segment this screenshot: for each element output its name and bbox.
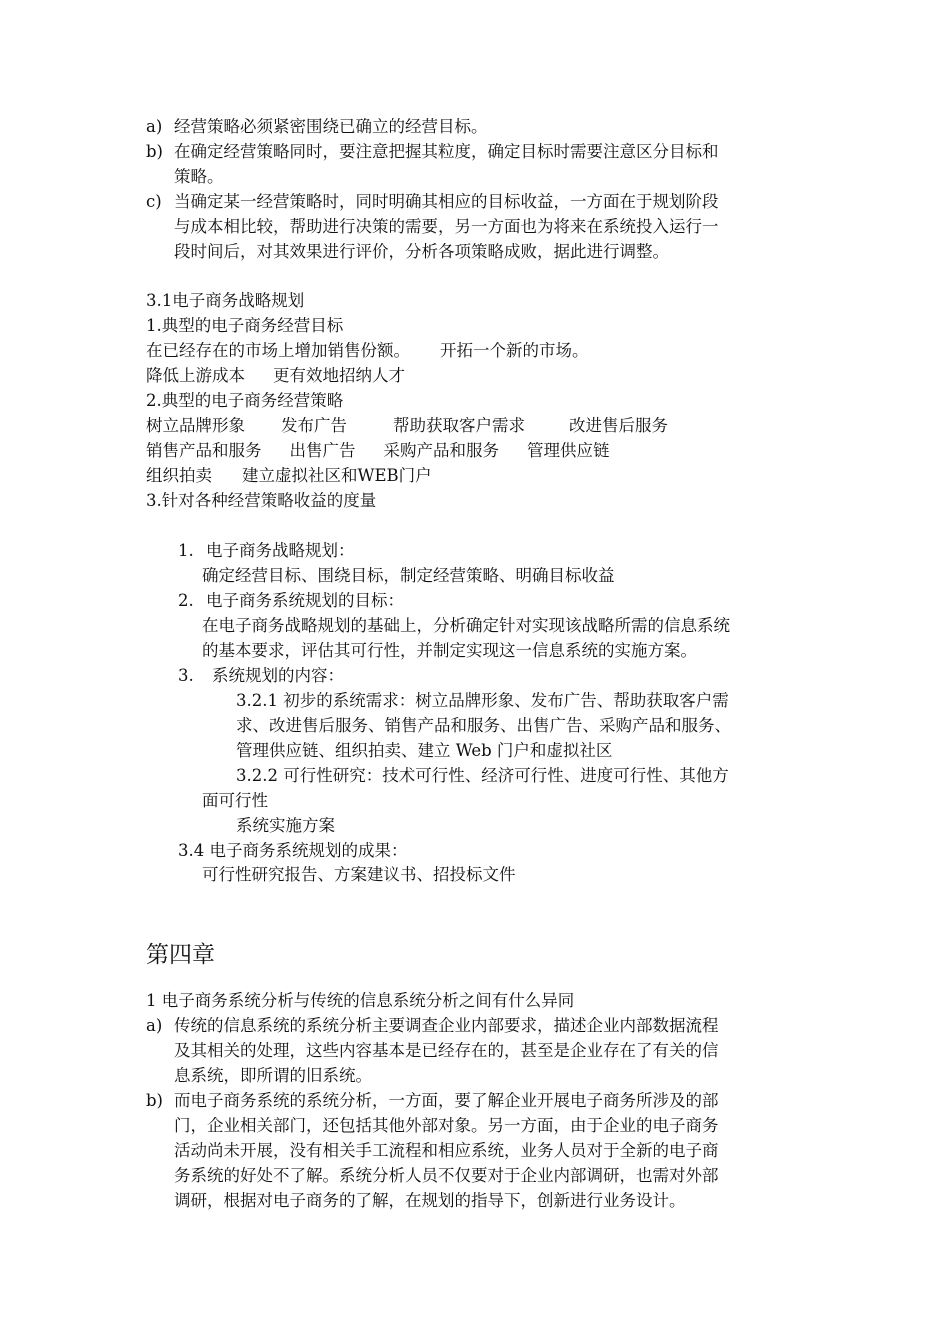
- numbered-marker-1: 1.: [178, 541, 194, 560]
- chapter-4-a-line-1: 传统的信息系统的系统分析主要调查企业内部要求，描述企业内部数据流程: [174, 1016, 719, 1035]
- goals-row-2: [146, 363, 405, 388]
- chapter-heading: 第四章: [146, 942, 215, 968]
- intro-b-line-1: 在确定经营策略同时，要注意把握其粒度，确定目标时需要注意区分目标和: [174, 142, 719, 161]
- goal-item: 开拓一个新的市场。: [440, 341, 589, 360]
- strategy-item: 组织拍卖: [146, 466, 212, 485]
- chapter-4-b-line-5: 调研，根据对电子商务的了解，在规划的指导下，创新进行业务设计。: [174, 1191, 686, 1210]
- strategy-item: 树立品牌形象: [146, 416, 245, 435]
- strategies-row-1: [146, 413, 668, 438]
- numbered-2-body-2: 的基本要求，评估其可行性，并制定实现这一信息系统的实施方案。: [202, 641, 697, 660]
- numbered-marker-3: 3.: [178, 666, 194, 685]
- strategy-item: 销售产品和服务: [146, 441, 262, 460]
- goal-item: 在已经存在的市场上增加销售份额。: [146, 341, 410, 360]
- numbered-2-title: 电子商务系统规划的目标：: [206, 591, 404, 610]
- intro-b-line-2: 策略。: [174, 167, 224, 186]
- measures-title: 3.针对各种经营策略收益的度量: [146, 491, 377, 510]
- implementation-plan: 系统实施方案: [236, 816, 335, 835]
- strategy-item: 帮助获取客户需求: [393, 416, 525, 435]
- subsection-322-line-1: 3.2.2 可行性研究：技术可行性、经济可行性、进度可行性、其他方: [236, 766, 729, 785]
- strategies-row-2: [146, 438, 610, 463]
- numbered-marker-2: 2.: [178, 591, 194, 610]
- section-31-title: 3.1电子商务战略规划: [146, 291, 305, 310]
- chapter-4-b-line-3: 活动尚未开展，没有相关手工流程和相应系统，业务人员对于全新的电子商: [174, 1141, 719, 1160]
- intro-a-line-1: 经营策略必须紧密围绕已确立的经营目标。: [174, 117, 488, 136]
- subsection-322-line-2: 面可行性: [202, 791, 268, 810]
- strategy-item: 采购产品和服务: [383, 441, 499, 460]
- numbered-3-title: 系统规划的内容：: [212, 666, 344, 685]
- intro-c-line-3: 段时间后，对其效果进行评价，分析各项策略成败，据此进行调整。: [174, 242, 669, 261]
- section-34-title: 3.4 电子商务系统规划的成果：: [178, 841, 408, 860]
- goals-row-1: [146, 338, 589, 363]
- list-marker-c: c): [146, 192, 162, 211]
- goal-item: 降低上游成本: [146, 366, 245, 385]
- strategy-item: 建立虚拟社区和WEB门户: [242, 466, 432, 485]
- list-marker-a: a): [146, 117, 163, 136]
- goal-item: 更有效地招纳人才: [273, 366, 405, 385]
- strategy-item: 改进售后服务: [569, 416, 668, 435]
- intro-c-line-1: 当确定某一经营策略时，同时明确其相应的目标收益，一方面在于规划阶段: [174, 192, 719, 211]
- chapter-4-question-1: 1 电子商务系统分析与传统的信息系统分析之间有什么异同: [146, 991, 575, 1010]
- chapter-4-b-line-1: 而电子商务系统的系统分析，一方面，要了解企业开展电子商务所涉及的部: [174, 1091, 719, 1110]
- goals-title: 1.典型的电子商务经营目标: [146, 316, 344, 335]
- numbered-1-body: 确定经营目标、围绕目标，制定经营策略、明确目标收益: [202, 566, 615, 585]
- list-marker-a: a): [146, 1016, 163, 1035]
- strategy-item: 管理供应链: [527, 441, 610, 460]
- list-marker-b: b): [146, 1091, 163, 1110]
- list-marker-b: b): [146, 142, 163, 161]
- subsection-321-line-1: 3.2.1 初步的系统需求：树立品牌形象、发布广告、帮助获取客户需: [236, 691, 729, 710]
- strategies-row-3: [146, 463, 432, 488]
- section-34-body: 可行性研究报告、方案建议书、招投标文件: [202, 865, 516, 884]
- subsection-321-line-3: 管理供应链、组织拍卖、建立 Web 门户和虚拟社区: [236, 741, 613, 760]
- strategy-item: 出售广告: [289, 441, 356, 460]
- strategies-title: 2.典型的电子商务经营策略: [146, 391, 344, 410]
- chapter-4-a-line-2: 及其相关的处理，这些内容基本是已经存在的，甚至是企业存在了有关的信: [174, 1041, 719, 1060]
- numbered-2-body-1: 在电子商务战略规划的基础上，分析确定针对实现该战略所需的信息系统: [202, 616, 730, 635]
- numbered-1-title: 电子商务战略规划：: [206, 541, 355, 560]
- intro-c-line-2: 与成本相比较，帮助进行决策的需要，另一方面也为将来在系统投入运行一: [174, 217, 719, 236]
- chapter-4-b-line-2: 门，企业相关部门，还包括其他外部对象。另一方面，由于企业的电子商务: [174, 1116, 719, 1135]
- chapter-4-a-line-3: 息系统，即所谓的旧系统。: [174, 1066, 372, 1085]
- strategy-item: 发布广告: [281, 416, 347, 435]
- chapter-4-b-line-4: 务系统的好处不了解。系统分析人员不仅要对于企业内部调研，也需对外部: [174, 1166, 719, 1185]
- subsection-321-line-2: 求、改进售后服务、销售产品和服务、出售广告、采购产品和服务、: [236, 716, 731, 735]
